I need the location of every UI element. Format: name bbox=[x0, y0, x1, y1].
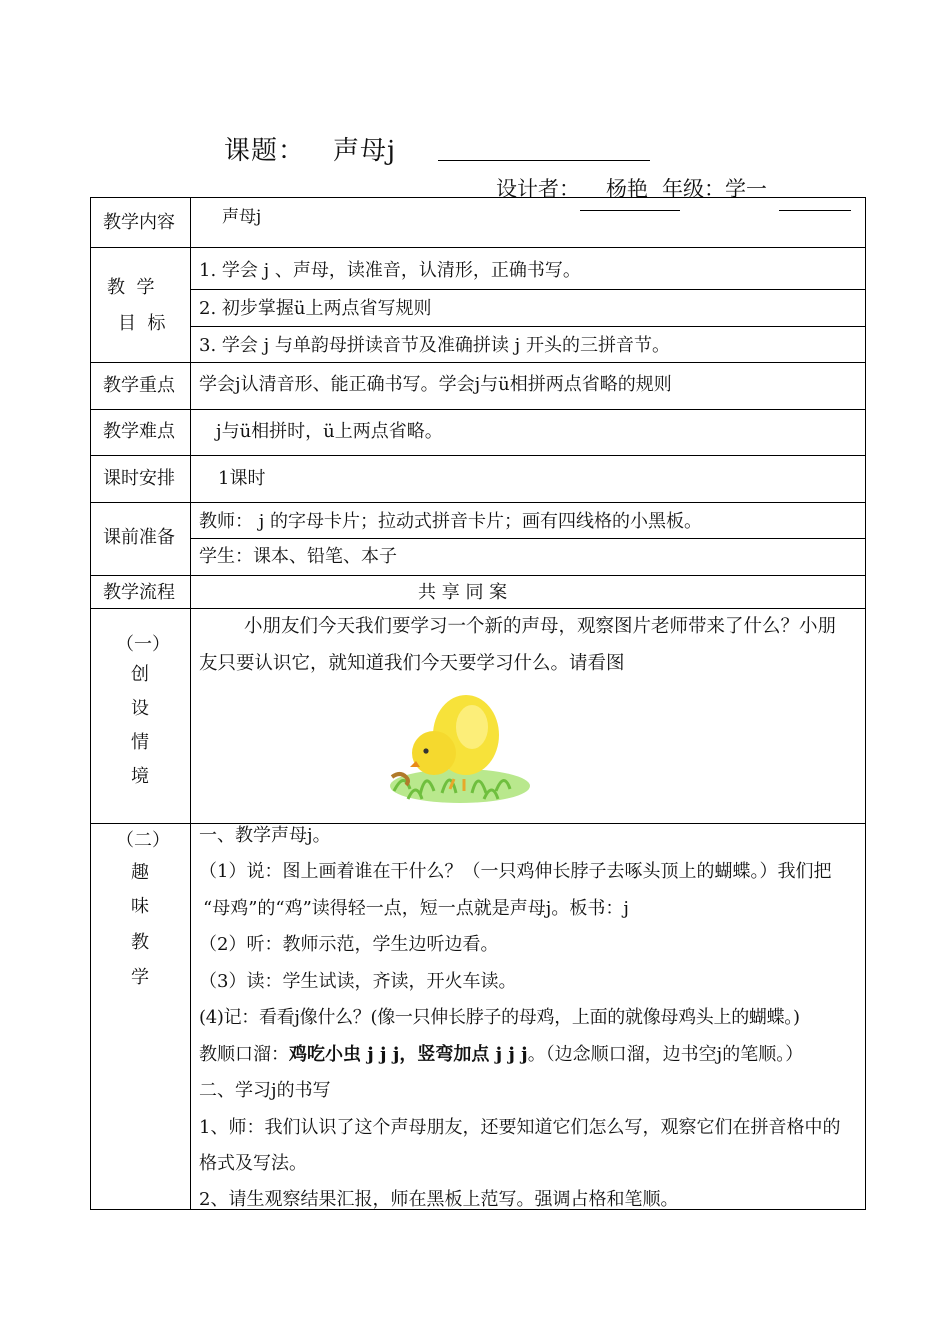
section2-line-10: 格式及写法。 bbox=[199, 1153, 307, 1174]
rhyme-text: 鸡吃小虫 j j j，竖弯加点 j j j bbox=[289, 1044, 528, 1065]
section1-char-1: 创 bbox=[131, 664, 149, 685]
chick-illustration bbox=[380, 683, 530, 808]
rhyme-suffix: 。（边念顺口溜，边书空j的笔顺。） bbox=[527, 1044, 804, 1065]
title-underline bbox=[438, 160, 650, 161]
content-value: 声母j bbox=[222, 207, 262, 227]
row-divider bbox=[90, 247, 866, 248]
chick-head bbox=[412, 731, 456, 775]
row-divider bbox=[90, 455, 866, 456]
goal-item-2: 2. 初步掌握ü上两点省写规则 bbox=[199, 298, 432, 319]
section2-char-1: 趣 bbox=[131, 862, 149, 883]
section1-para-line-2: 友只要认识它，就知道我们今天要学习什么。请看图 bbox=[199, 653, 625, 674]
key-points-value: 学会j认清音形、能正确书写。学会j与ü相拼两点省略的规则 bbox=[199, 374, 672, 395]
preparation-student: 学生：课本、铅笔、本子 bbox=[199, 546, 397, 567]
section1-number: （一） bbox=[116, 634, 170, 655]
section2-char-4: 学 bbox=[131, 967, 149, 988]
designer-label: 设计者： bbox=[496, 177, 580, 201]
section2-line-6: (4)记：看看j像什么？(像一只伸长脖子的母鸡，上面的就像母鸡头上的蝴蝶。) bbox=[199, 1007, 800, 1028]
section2-char-3: 教 bbox=[131, 932, 149, 953]
table-column-divider bbox=[190, 197, 191, 1210]
section1-char-3: 情 bbox=[131, 732, 149, 753]
preparation-teacher: 教师： j 的字母卡片；拉动式拼音卡片；画有四线格的小黑板。 bbox=[199, 511, 703, 532]
lesson-title: 声母j bbox=[333, 136, 397, 166]
grade-value: 学一 bbox=[725, 177, 767, 201]
row-divider bbox=[90, 575, 866, 576]
schedule-value: 1课时 bbox=[218, 468, 266, 489]
section2-line-7 bbox=[199, 1037, 861, 1074]
row-divider bbox=[90, 362, 866, 363]
section2-number: （二） bbox=[116, 830, 170, 851]
designer-name: 杨艳 bbox=[606, 177, 648, 201]
lesson-title-line bbox=[224, 130, 396, 167]
row-divider bbox=[190, 326, 866, 327]
chick-highlight bbox=[456, 705, 488, 749]
chick-eye bbox=[423, 748, 428, 753]
goals-label-1: 教 学 bbox=[107, 277, 155, 298]
section2-line-3: “母鸡”的“鸡”读得轻一点，短一点就是声母j。板书：j bbox=[203, 898, 629, 919]
goals-label-2: 目 标 bbox=[118, 313, 166, 334]
section2-line-2: （1）说：图上画着谁在干什么？（一只鸡伸长脖子去啄头顶上的蝴蝶。）我们把 bbox=[199, 861, 832, 882]
row-divider bbox=[190, 538, 866, 539]
section2-line-4: （2）听：教师示范，学生边听边看。 bbox=[199, 934, 499, 955]
title-label: 课题： bbox=[224, 136, 306, 166]
section2-line-5: （3）读：学生试读，齐读，开火车读。 bbox=[199, 971, 517, 992]
preparation-label: 课前准备 bbox=[103, 527, 175, 548]
grade-label: 年级： bbox=[662, 177, 725, 201]
difficulties-label: 教学难点 bbox=[103, 421, 175, 442]
section2-line-11: 2、请生观察结果汇报，师在黑板上范写。强调占格和笔顺。 bbox=[199, 1189, 679, 1210]
section2-line-8: 二、学习j的书写 bbox=[199, 1080, 331, 1101]
difficulties-value: j与ü相拼时，ü上两点省略。 bbox=[216, 421, 443, 442]
key-points-label: 教学重点 bbox=[103, 375, 175, 396]
row-divider bbox=[90, 502, 866, 503]
section2-line-9: 1、师：我们认识了这个声母朋友，还要知道它们怎么写，观察它们在拼音格中的 bbox=[199, 1117, 841, 1138]
goal-item-3: 3. 学会 j 与单韵母拼读音节及准确拼读 j 开头的三拼音节。 bbox=[199, 335, 670, 356]
section2-line-1: 一、教学声母j。 bbox=[199, 825, 331, 846]
flow-label: 教学流程 bbox=[103, 582, 175, 603]
schedule-label: 课时安排 bbox=[103, 468, 175, 489]
row-divider bbox=[190, 289, 866, 290]
section1-char-2: 设 bbox=[131, 698, 149, 719]
flow-value: 共 享 同 案 bbox=[418, 582, 508, 603]
section2-char-2: 味 bbox=[131, 896, 149, 917]
row-divider bbox=[90, 409, 866, 410]
rhyme-prefix: 教顺口溜： bbox=[199, 1044, 289, 1065]
section1-char-4: 境 bbox=[131, 766, 149, 787]
content-label: 教学内容 bbox=[103, 212, 175, 233]
section1-para-line-1: 小朋友们今天我们要学习一个新的声母，观察图片老师带来了什么？小朋 bbox=[244, 616, 837, 637]
goal-item-1: 1. 学会 j 、声母，读准音，认清形，正确书写。 bbox=[199, 260, 581, 281]
